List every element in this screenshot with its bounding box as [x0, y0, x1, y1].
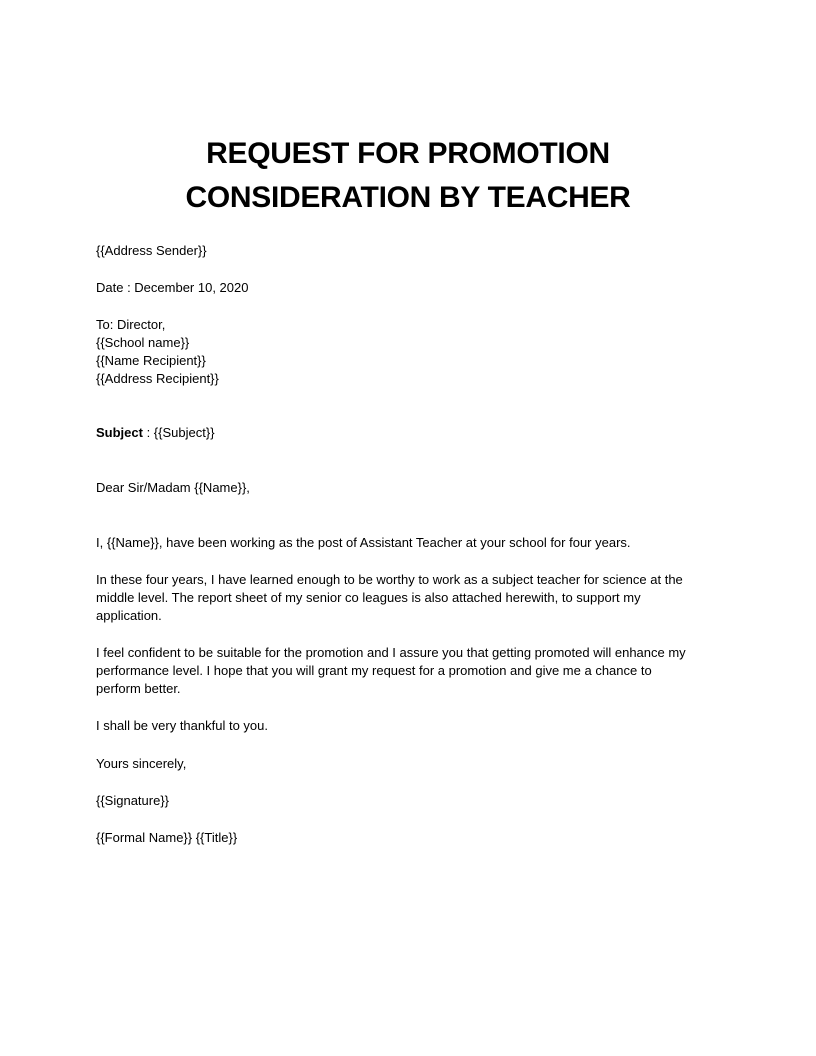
date-line [96, 279, 248, 297]
body-paragraph-2-line: application. [96, 608, 162, 623]
body-paragraph-3-line: perform better. [96, 681, 181, 696]
recipient-name: {{Name Recipient}} [96, 353, 206, 368]
recipient-school: {{School name}} [96, 335, 190, 350]
body-paragraph-2 [96, 571, 736, 625]
subject-label: Subject [96, 425, 143, 440]
body-paragraph-4: I shall be very thankful to you. [96, 718, 268, 733]
recipient-address: {{Address Recipient}} [96, 371, 219, 386]
body-paragraph-2-line: middle level. The report sheet of my senior co leagues is also attached herewith, to support my [96, 590, 641, 605]
sign-off: Yours sincerely, [96, 756, 187, 771]
salutation: Dear Sir/Madam {{Name}}, [96, 480, 250, 495]
body-paragraph-3-line: I feel confident to be suitable for the promotion and I assure you that getting promoted will enhance my [96, 645, 686, 660]
signature-placeholder: {{Signature}} [96, 793, 170, 808]
document-title-line-1: REQUEST FOR PROMOTION [206, 137, 610, 170]
document-title-line-2: CONSIDERATION BY TEACHER [185, 181, 631, 214]
date-label: Date : [96, 280, 135, 295]
body-paragraph-2-line: In these four years, I have learned enough to be worthy to work as a subject teacher for science at the [96, 572, 683, 587]
recipient-to: To: Director, [96, 317, 166, 332]
body-paragraph-3 [96, 644, 736, 698]
formal-name-title: {{Formal Name}} {{Title}} [96, 830, 238, 845]
body-paragraph-3-line: performance level. I hope that you will grant my request for a promotion and give me a chance to [96, 663, 652, 678]
sender-address: {{Address Sender}} [96, 243, 207, 258]
subject-line [96, 424, 215, 442]
body-paragraph-1: I, {{Name}}, have been working as the post of Assistant Teacher at your school for four years. [96, 535, 631, 550]
subject-value: : {{Subject}} [142, 425, 215, 440]
date-value: December 10, 2020 [134, 280, 249, 295]
